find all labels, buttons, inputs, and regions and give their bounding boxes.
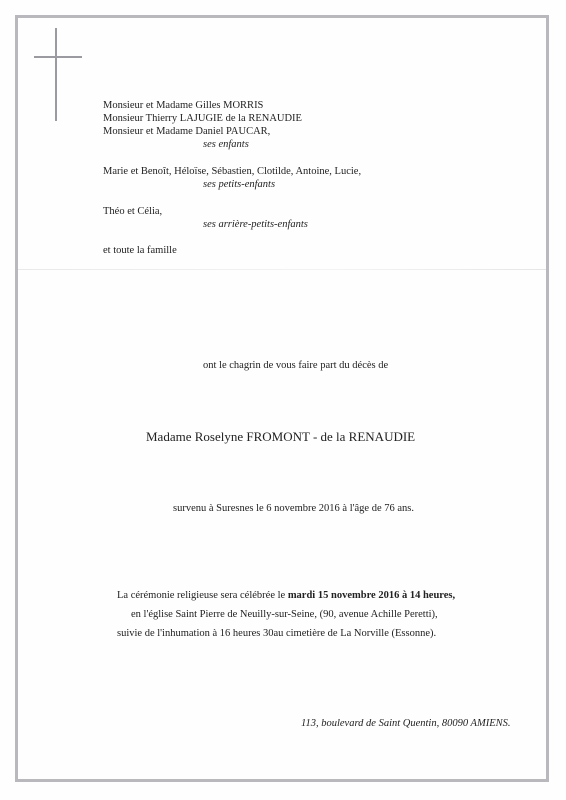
ceremony-line-1: [117, 589, 455, 602]
announcement: ont le chagrin de vous faire part du décès de: [203, 360, 389, 371]
ceremony-datetime: mardi 15 novembre 2016 à 14 heures,: [287, 590, 456, 601]
death-details: survenu à Suresnes le 6 novembre 2016 à l'âge de 76 ans.: [173, 503, 414, 514]
cross-symbol-horizontal: [34, 56, 82, 58]
cross-symbol-vertical: [55, 28, 57, 121]
ceremony-burial: suivie de l'inhumation à 16 heures 30au cimetière de La Norville (Essonne).: [117, 628, 437, 639]
ceremony-location: en l'église Saint Pierre de Neuilly-sur-Seine, (90, avenue Achille Peretti),: [131, 609, 438, 620]
paper-fold-line: [18, 269, 546, 270]
greatgrandchildren-label: ses arrière-petits-enfants: [203, 219, 308, 230]
sender-address: 113, boulevard de Saint Quentin, 80090 AMIENS.: [301, 718, 511, 729]
deceased-name: Madame Roselyne FROMONT - de la RENAUDIE: [146, 429, 416, 444]
family-line-1: Monsieur et Madame Gilles MORRIS: [103, 100, 264, 111]
page-border: [15, 15, 549, 782]
family-line-3: Monsieur et Madame Daniel PAUCAR,: [103, 126, 271, 137]
children-label: ses enfants: [203, 139, 249, 150]
whole-family: et toute la famille: [103, 245, 177, 256]
grandchildren-label: ses petits-enfants: [203, 179, 276, 190]
greatgrandchildren-names: Théo et Célia,: [103, 206, 163, 217]
ceremony-intro: La cérémonie religieuse sera célébrée le: [117, 590, 286, 601]
family-line-2: Monsieur Thierry LAJUGIE de la RENAUDIE: [103, 113, 302, 124]
grandchildren-names: Marie et Benoît, Héloïse, Sébastien, Clotilde, Antoine, Lucie,: [103, 166, 362, 177]
